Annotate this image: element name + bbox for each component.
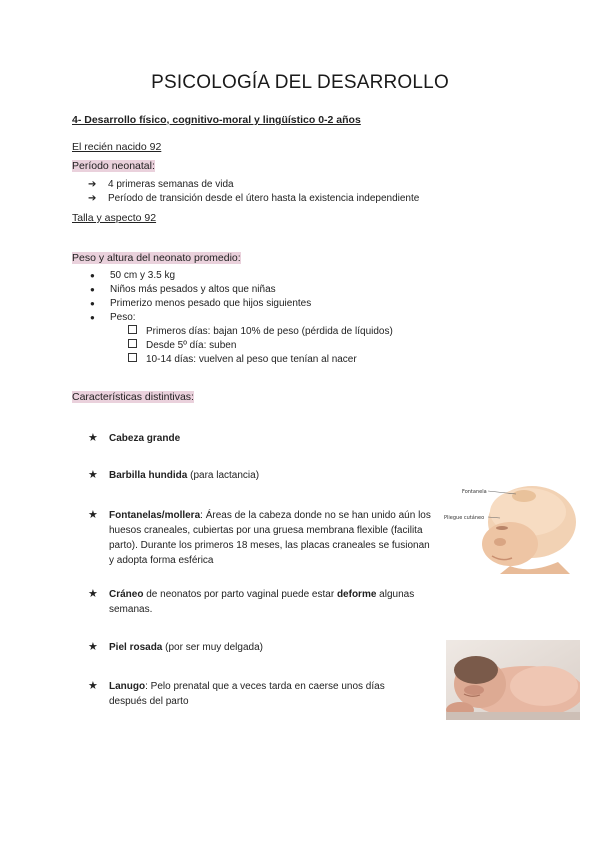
weight-item: ● Peso: <box>90 312 136 323</box>
weight-sub-item: Desde 5º día: suben <box>128 339 236 351</box>
feature-item: ★ Piel rosada (por ser muy delgada) <box>88 641 263 653</box>
neonatal-item: ➔ 4 primeras semanas de vida <box>88 179 234 190</box>
weight-item: ● Niños más pesados y altos que niñas <box>90 284 276 295</box>
fontanel-label: Fontanela <box>462 489 487 495</box>
star-icon: ★ <box>88 509 98 521</box>
size-reference: Talla y aspecto 92 <box>72 212 157 224</box>
arrow-icon: ➔ <box>88 179 97 190</box>
page-title: PSICOLOGÍA DEL DESARROLLO <box>151 72 449 93</box>
checkbox-icon <box>128 353 137 362</box>
feature-item: ★ Cabeza grande <box>88 432 181 444</box>
weight-heading: Peso y altura del neonato promedio: <box>72 252 241 264</box>
bullet-icon: ● <box>90 285 95 294</box>
checkbox-icon <box>128 325 137 334</box>
feature-item: ★ Barbilla hundida (para lactancia) <box>88 469 260 481</box>
neonatal-item: ➔ Período de transición desde el útero hasta la existencia independiente <box>88 193 420 204</box>
feature-item: ★ Fontanelas/mollera: Áreas de la cabeza donde no se han unido aún los huesos craneales, cubiertas por una gruesa membrana flexible (facilita parto). Durante los primeros 18 meses, las placas craneales se fusionan y adopta forma esférica <box>88 509 431 566</box>
weight-sub-item: 10-14 días: vuelven al peso que tenían al nacer <box>128 353 357 365</box>
star-icon: ★ <box>88 469 98 481</box>
bullet-icon: ● <box>90 271 95 280</box>
feature-item: ★ Cráneo de neonatos por parto vaginal puede estar deforme algunas semanas. <box>88 588 415 615</box>
newborn-head-illustration <box>440 482 580 574</box>
skin-fold-label: Pliegue cutáneo <box>444 515 485 521</box>
weight-item: ● 50 cm y 3.5 kg <box>90 270 176 281</box>
weight-item: ● Primerizo menos pesado que hijos siguientes <box>90 298 312 309</box>
weight-sub-item: Primeros días: bajan 10% de peso (pérdida de líquidos) <box>128 325 393 337</box>
section-heading: 4- Desarrollo físico, cognitivo-moral y lingüístico 0-2 años <box>72 114 361 126</box>
star-icon: ★ <box>88 680 98 692</box>
feature-item: ★ Lanugo: Pelo prenatal que a veces tarda en caerse unos días después del parto <box>88 680 385 707</box>
newborn-skin-photo <box>446 640 580 720</box>
neonatal-period-heading: Período neonatal: <box>72 160 155 172</box>
checkbox-icon <box>128 339 137 348</box>
newborn-reference: El recién nacido 92 <box>72 141 162 153</box>
bullet-icon: ● <box>90 299 95 308</box>
star-icon: ★ <box>88 588 98 600</box>
arrow-icon: ➔ <box>88 193 97 204</box>
bullet-icon: ● <box>90 313 95 322</box>
star-icon: ★ <box>88 641 98 653</box>
star-icon: ★ <box>88 432 98 444</box>
features-heading: Características distintivas: <box>72 391 194 403</box>
